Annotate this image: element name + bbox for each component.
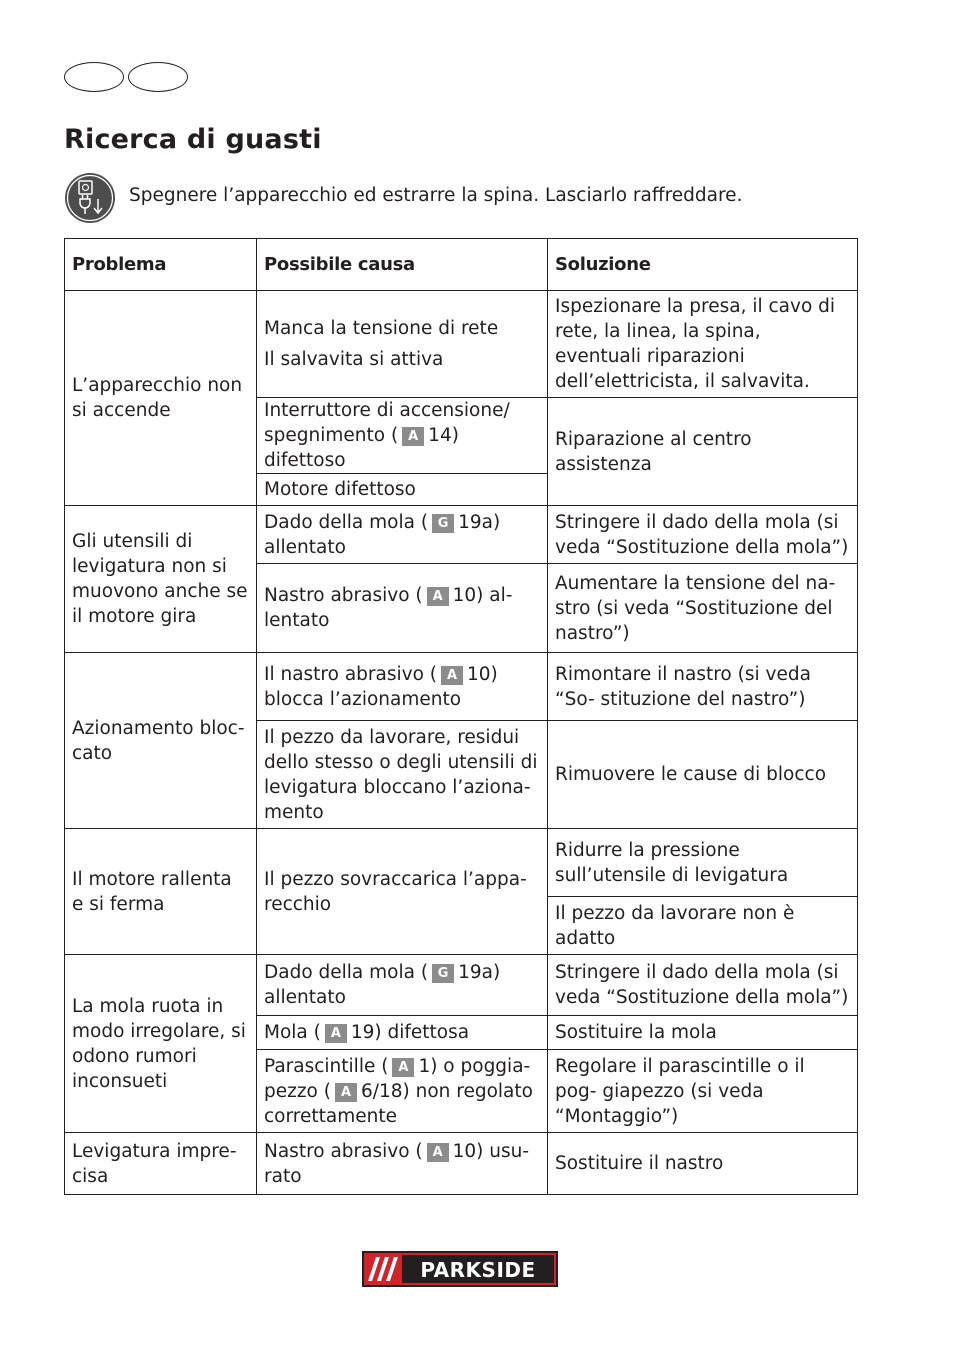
cause-cell: Il nastro abrasivo ( A 10) blocca l’azionamento xyxy=(257,653,548,721)
problem-cell: Azionamento bloc- cato xyxy=(65,653,257,829)
table-row xyxy=(65,506,858,564)
solution-cell: Riparazione al centro assistenza xyxy=(548,398,858,506)
table-row xyxy=(65,291,858,398)
cause-cell: Dado della mola ( G 19a) allentato xyxy=(257,955,548,1016)
solution-cell: Ridurre la pressione sull’utensile di levigatura xyxy=(548,829,858,897)
cause-cell: Manca la tensione di rete Il salvavita si attiva xyxy=(257,291,548,398)
cause-cell: Parascintille ( A 1) o poggia- pezzo ( A 6/18) non regolato correttamente xyxy=(257,1050,548,1133)
table-row xyxy=(65,955,858,1016)
language-oval-right xyxy=(128,62,188,92)
figure-ref-badge: G xyxy=(432,964,454,983)
problem-cell: Levigatura impre- cisa xyxy=(65,1133,257,1195)
problem-cell: Il motore rallenta e si ferma xyxy=(65,829,257,955)
unplug-warning-icon xyxy=(64,172,116,224)
table-row xyxy=(65,1133,858,1195)
cause-cell: Motore difettoso xyxy=(257,474,548,506)
warning-text: Spegnere l’apparecchio ed estrarre la spina. Lasciarlo raffreddare. xyxy=(129,185,743,206)
figure-ref-badge: A xyxy=(392,1058,414,1077)
figure-ref-badge: A xyxy=(325,1024,347,1043)
language-oval-left xyxy=(64,62,124,92)
cause-cell: Mola ( A 19) difettosa xyxy=(257,1016,548,1050)
parkside-logo xyxy=(362,1251,558,1287)
header-solution: Soluzione xyxy=(548,239,858,291)
cause-cell: Il pezzo sovraccarica l’appa- recchio xyxy=(257,829,548,955)
figure-ref-badge: A xyxy=(427,587,449,606)
solution-cell: Rimuovere le cause di blocco xyxy=(548,721,858,829)
parkside-logo-text: PARKSIDE xyxy=(420,1258,536,1282)
solution-cell: Rimontare il nastro (si veda “So- stituzione del nastro”) xyxy=(548,653,858,721)
table-row xyxy=(65,653,858,721)
table-row xyxy=(65,829,858,897)
cause-cell: Il pezzo da lavorare, residui dello stesso o degli utensili di levigatura bloccano l’aziona- mento xyxy=(257,721,548,829)
cause-cell: Interruttore di accensione/ spegnimento ( A 14) difettoso xyxy=(257,398,548,474)
header-problem: Problema xyxy=(65,239,257,291)
page-title: Ricerca di guasti xyxy=(64,124,322,155)
solution-cell: Stringere il dado della mola (si veda “Sostituzione della mola”) xyxy=(548,506,858,564)
problem-cell: L’apparecchio non si accende xyxy=(65,291,257,506)
solution-cell: Ispezionare la presa, il cavo di rete, la linea, la spina, eventuali riparazioni dell’elettricista, il salvavita. xyxy=(548,291,858,398)
header-cause: Possibile causa xyxy=(257,239,548,291)
solution-cell: Il pezzo da lavorare non è adatto xyxy=(548,897,858,955)
language-code-ovals xyxy=(64,62,190,94)
figure-ref-badge: A xyxy=(441,666,463,685)
cause-cell: Nastro abrasivo ( A 10) usu- rato xyxy=(257,1133,548,1195)
problem-cell: Gli utensili di levigatura non si muovono anche se il motore gira xyxy=(65,506,257,653)
troubleshooting-table xyxy=(64,238,858,1195)
solution-cell: Sostituire la mola xyxy=(548,1016,858,1050)
cause-cell: Nastro abrasivo ( A 10) al- lentato xyxy=(257,564,548,653)
solution-cell: Sostituire il nastro xyxy=(548,1133,858,1195)
cause-cell: Dado della mola ( G 19a) allentato xyxy=(257,506,548,564)
figure-ref-badge: A xyxy=(335,1083,357,1102)
problem-cell: La mola ruota in modo irregolare, si odono rumori inconsueti xyxy=(65,955,257,1133)
table-header-row xyxy=(65,239,858,291)
figure-ref-badge: A xyxy=(427,1143,449,1162)
figure-ref-badge: A xyxy=(402,427,424,446)
solution-cell: Aumentare la tensione del na- stro (si veda “Sostituzione del nastro”) xyxy=(548,564,858,653)
figure-ref-badge: G xyxy=(432,514,454,533)
solution-cell: Stringere il dado della mola (si veda “Sostituzione della mola”) xyxy=(548,955,858,1016)
solution-cell: Regolare il parascintille o il pog- giapezzo (si veda “Montaggio”) xyxy=(548,1050,858,1133)
